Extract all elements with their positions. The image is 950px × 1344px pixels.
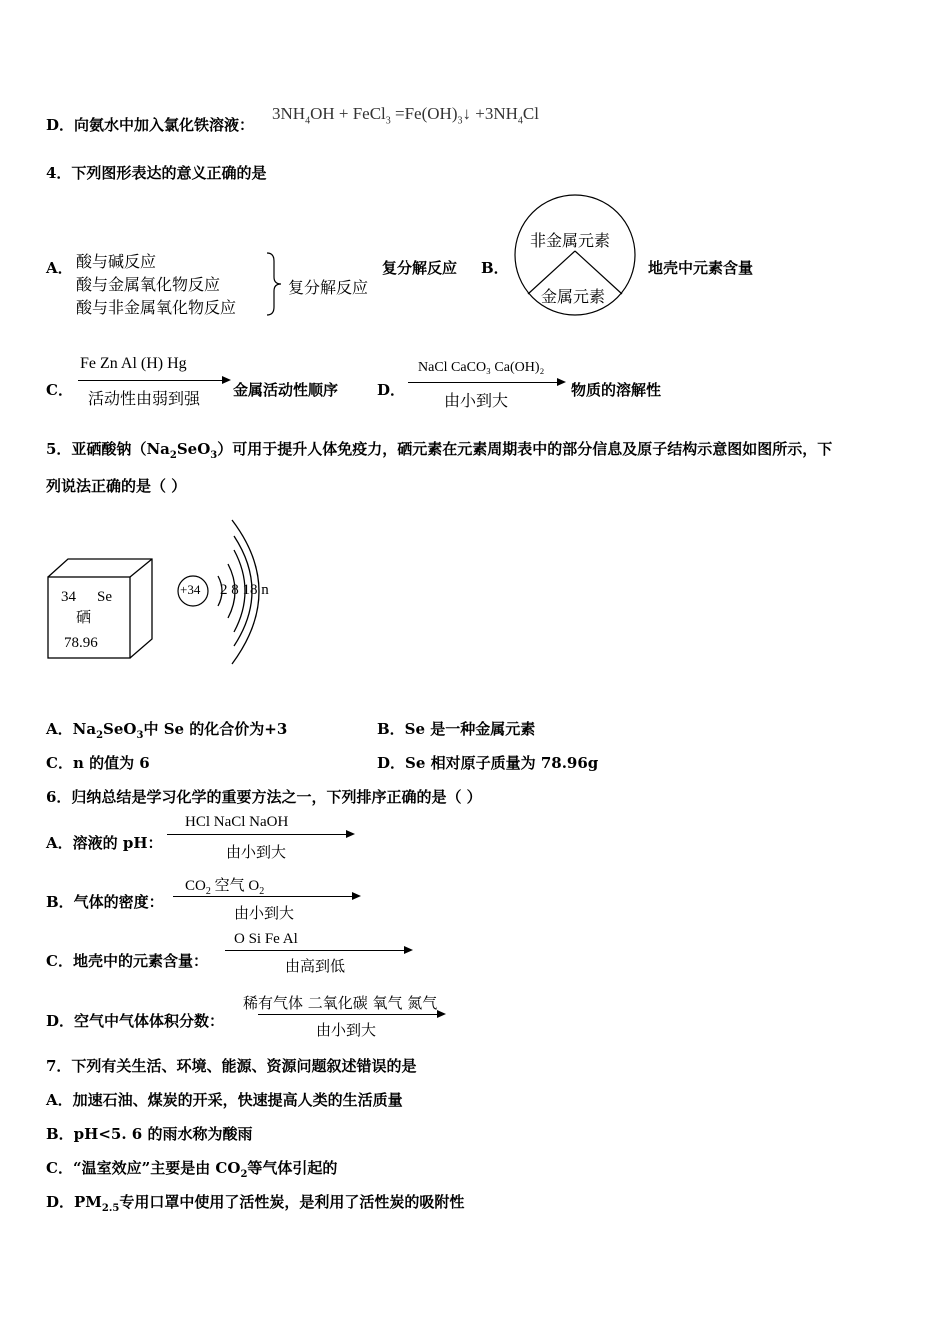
q4-d-arrow-head	[557, 378, 566, 386]
q6-d-below: 由小到大	[316, 1021, 377, 1039]
q4-a-line: 酸与非金属氧化物反应	[76, 298, 237, 317]
q4-c-arrow-head	[222, 376, 231, 384]
q6-stem: 6．归纳总结是学习化学的重要方法之一，下列排序正确的是（ ）	[46, 788, 482, 806]
q4-a-caption: 复分解反应	[382, 259, 458, 277]
q4-b-top-label: 非金属元素	[530, 231, 611, 250]
q3-option-d-label: D．向氨水中加入氯化铁溶液：	[46, 116, 255, 134]
q6-b-label: B．气体的密度：	[46, 893, 164, 911]
q5-atomic-mass: 78.96	[64, 635, 98, 651]
q4-a-label: A．	[46, 259, 73, 277]
q4-b-bottom-label: 金属元素	[541, 287, 606, 306]
q6-c-label: C．地壳中的元素含量：	[46, 952, 208, 970]
q5-element-cell	[46, 557, 156, 661]
q4-c-label: C．	[46, 381, 73, 399]
q6-b-below: 由小到大	[234, 904, 295, 922]
q4-b-caption: 地壳中元素含量	[648, 259, 754, 277]
q6-d-label: D．空气中气体体积分数：	[46, 1012, 225, 1030]
q6-a-arrow-head	[346, 830, 355, 838]
q3-option-d-equation: $3NH_4OH$ + FeCl$_3$ $=Fe(OH)_3↓ +3NH_4Cl$	[272, 104, 539, 127]
q4-d-caption: 物质的溶解性	[571, 381, 662, 399]
q6-b-above: $CO_2$ 空气 $O_2$	[185, 878, 265, 897]
q7-option-c: C．“温室效应”主要是由 $CO_2$等气体引起的	[46, 1159, 338, 1180]
q6-c-below: 由高到低	[285, 957, 346, 975]
q6-b-arrow-line	[173, 896, 353, 897]
q4-a-brace-text: 复分解反应	[288, 278, 369, 297]
q5-element-symbol: Se	[97, 589, 112, 605]
q5-shell-electrons: 2 8 18 n	[220, 582, 269, 598]
q5-atomic-number: 34	[61, 589, 76, 605]
q6-d-arrow-head	[437, 1010, 446, 1018]
q4-b-label: B．	[481, 259, 509, 277]
q6-c-above: O Si Fe Al	[234, 931, 298, 947]
q4-a-reaction-list	[76, 250, 236, 319]
q6-c-arrow-head	[404, 946, 413, 954]
q4-c-arrow-line	[78, 380, 223, 381]
q6-c-arrow-line	[225, 950, 405, 951]
q4-d-label: D．	[377, 381, 406, 399]
q4-d-arrow-line	[408, 382, 558, 383]
q4-stem: 4．下列图形表达的意义正确的是	[46, 164, 267, 182]
q4-a-line: 酸与碱反应	[76, 252, 157, 271]
q5-element-name: 硒	[76, 608, 92, 626]
q4-c-caption: 金属活动性顺序	[233, 381, 339, 399]
q6-a-above: HCl NaCl NaOH	[185, 814, 289, 830]
q6-a-below: 由小到大	[226, 843, 287, 861]
q4-d-below: 由小到大	[444, 391, 509, 410]
q5-nucleus-charge: +34	[180, 582, 201, 597]
q6-b-arrow-head	[352, 892, 361, 900]
q4-a-line: 酸与金属氧化物反应	[76, 275, 221, 294]
q5-option-c: C．n 的值为 6	[46, 754, 150, 772]
q6-a-arrow-line	[167, 834, 347, 835]
q5-option-b: B．Se 是一种金属元素	[377, 720, 536, 738]
q6-d-arrow-line	[258, 1014, 438, 1015]
q6-a-label: A．溶液的 pH：	[46, 834, 163, 852]
q7-option-d: D．$PM_{2.5}$专用口罩中使用了活性炭，是利用了活性炭的吸附性	[46, 1193, 465, 1214]
q6-d-above: 稀有气体 二氧化碳 氧气 氮气	[243, 994, 438, 1012]
q7-option-a: A．加速石油、煤炭的开采，快速提高人类的生活质量	[46, 1091, 403, 1109]
q7-stem: 7．下列有关生活、环境、能源、资源问题叙述错误的是	[46, 1057, 417, 1075]
q4-a-brace	[264, 251, 286, 317]
q4-d-above: NaCl CaCO₃ Ca(OH)₂	[418, 360, 545, 375]
q5-option-d: D．Se 相对原子质量为 78.96g	[377, 754, 599, 772]
q4-c-below: 活动性由弱到强	[88, 389, 201, 408]
q7-option-b: B．pH<5. 6 的雨水称为酸雨	[46, 1125, 253, 1143]
q5-option-a: A．$Na_2SeO_3$中 Se 的化合价为+3	[46, 720, 288, 741]
q5-stem-line1: 5．亚硒酸钠$(Na_2SeO_3)$可用于提升人体免疫力，硒元素在元素周期表中的部分信息及原子结构示意图如图所示，下	[46, 440, 833, 461]
q4-c-above: Fe Zn Al (H) Hg	[80, 355, 187, 372]
q5-stem-line2: 列说法正确的是（ ）	[46, 477, 187, 495]
